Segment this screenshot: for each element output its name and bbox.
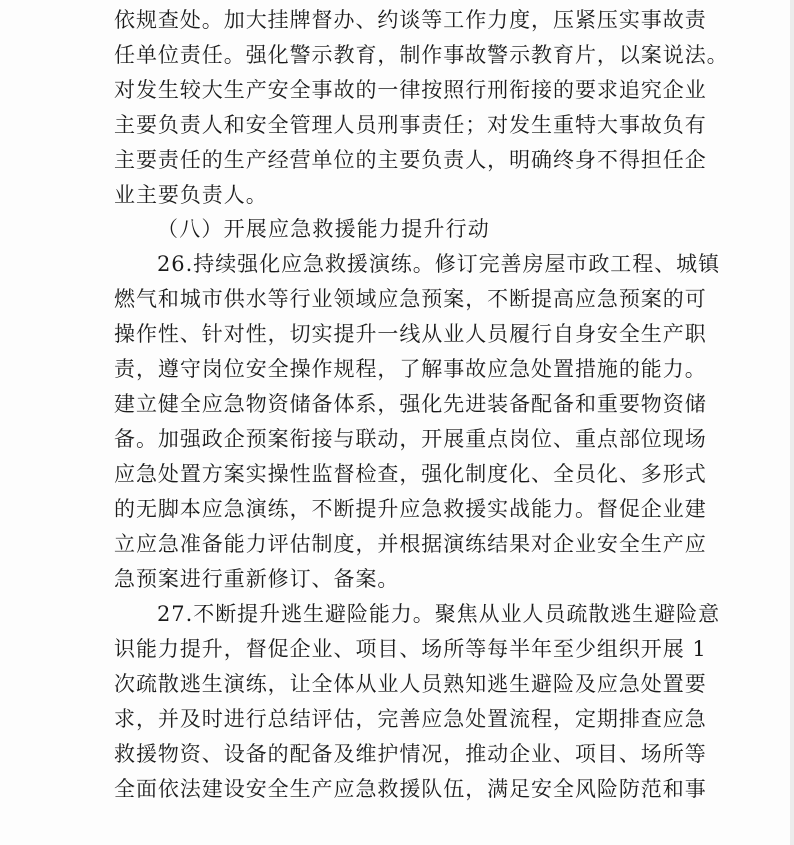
text-line: 应急处置方案实操性监督检查，强化制度化、全员化、多形式 — [114, 462, 707, 486]
text-line: 识能力提升，督促企业、项目、场所等每半年至少组织开展 1 — [114, 637, 707, 661]
text-line: 依规查处。加大挂牌督办、约谈等工作力度，压紧压实事故责 — [114, 8, 707, 32]
text-line: 业主要负责人。 — [114, 183, 268, 207]
text-line: 对发生较大生产安全事故的一律按照行刑衔接的要求追究企业 — [114, 78, 707, 102]
text-line: 的无脚本应急演练，不断提升应急救援实战能力。督促企业建 — [114, 497, 707, 521]
page-edge-divider — [790, 0, 794, 845]
text-line: 次疏散逃生演练，让全体从业人员熟知逃生避险及应急处置要 — [114, 672, 707, 696]
text-line: 任单位责任。强化警示教育，制作事故警示教育片，以案说法。 — [114, 43, 729, 67]
text-line: 救援物资、设备的配备及维护情况，推动企业、项目、场所等 — [114, 742, 707, 766]
text-line: 燃气和城市供水等行业领域应急预案，不断提高应急预案的可 — [114, 287, 707, 311]
text-line: 责，遵守岗位安全操作规程，了解事故应急处置措施的能力。 — [114, 357, 707, 381]
text-line: 建立健全应急物资储备体系，强化先进装备配备和重要物资储 — [114, 392, 707, 416]
text-line: 求，并及时进行总结评估，完善应急处置流程，定期排查应急 — [114, 707, 707, 731]
text-line: 备。加强政企预案衔接与联动，开展重点岗位、重点部位现场 — [114, 427, 707, 451]
text-line: 立应急准备能力评估制度，并根据演练结果对企业安全生产应 — [114, 532, 707, 556]
text-line: 主要负责人和安全管理人员刑事责任；对发生重特大事故负有 — [114, 113, 707, 137]
text-line: 主要责任的生产经营单位的主要负责人，明确终身不得担任企 — [114, 148, 707, 172]
text-line: 全面依法建设安全生产应急救援队伍，满足安全风险防范和事 — [114, 777, 707, 801]
text-line: 操作性、针对性，切实提升一线从业人员履行自身安全生产职 — [114, 322, 707, 346]
text-line: 急预案进行重新修订、备案。 — [114, 567, 400, 591]
paragraph-first-line: 26.持续强化应急救援演练。修订完善房屋市政工程、城镇 — [157, 252, 721, 276]
paragraph-first-line: 27.不断提升逃生避险能力。聚焦从业人员疏散逃生避险意 — [157, 602, 721, 626]
section-heading: （八）开展应急救援能力提升行动 — [157, 217, 490, 241]
